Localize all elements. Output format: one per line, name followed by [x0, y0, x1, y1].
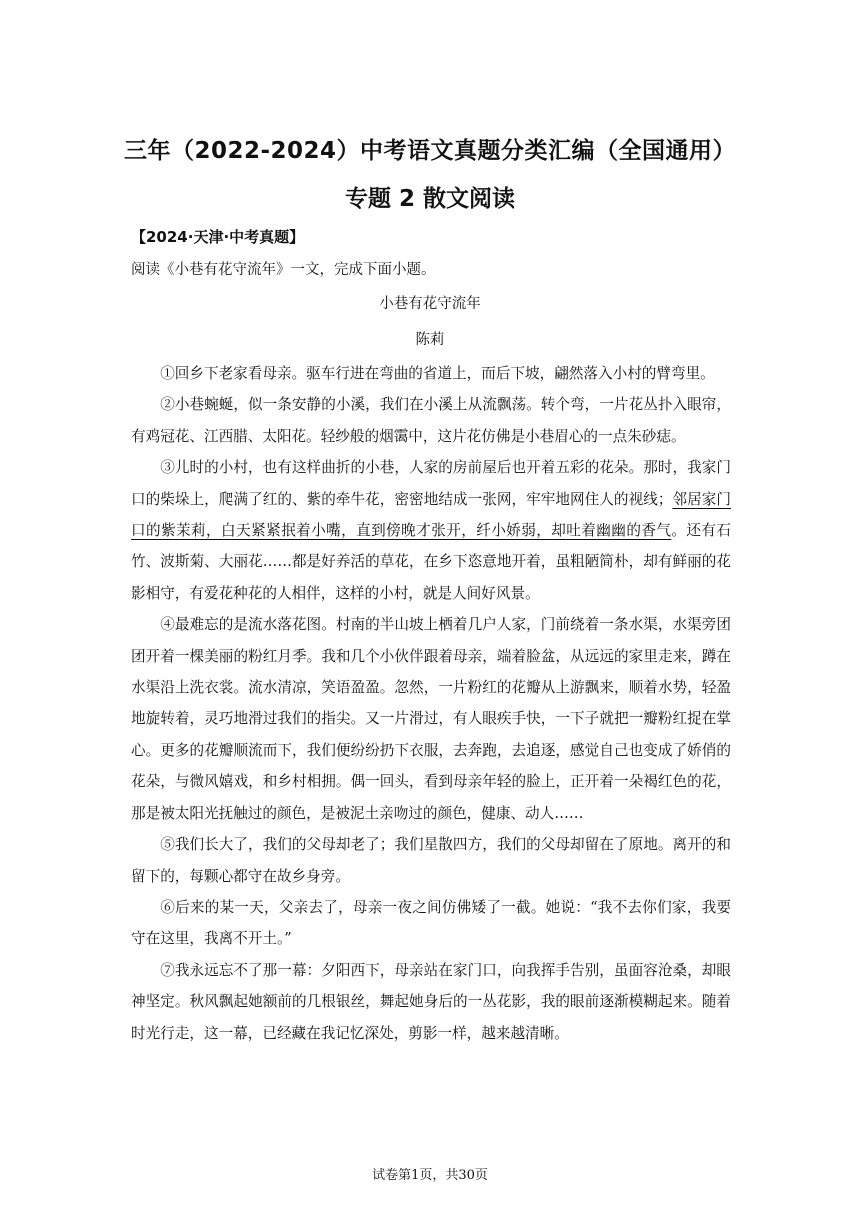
paragraph-3	[131, 452, 731, 609]
question-instruction: 阅读《小巷有花守流年》一文，完成下面小题。	[131, 262, 436, 278]
paragraph-3-part-2: 。还有石竹、波斯菊、大丽花……都是好养活的草花，在乡下恣意地开着，虽粗陋简朴，却有鲜丽的花影相守，有爱花种花的人相伴，这样的小村，就是人间好风景。	[131, 522, 731, 602]
document-title: 三年（2022-2024）中考语文真题分类汇编（全国通用）	[123, 138, 737, 164]
paragraph-3-part-1: ③儿时的小村，也有这样曲折的小巷，人家的房前屋后也开着五彩的花朵。那时，我家门口的柴垛上，爬满了红的、紫的牵牛花，密密地结成一张网，牢牢地网住人的视线；	[131, 459, 731, 508]
paragraph-1: ①回乡下老家看母亲。驱车行进在弯曲的省道上，而后下坡，翩然落入小村的臂弯里。	[160, 365, 715, 382]
article-author: 陈莉	[415, 332, 445, 348]
article-title: 小巷有花守流年	[379, 296, 481, 312]
paragraph-4: ④最难忘的是流水落花图。村南的半山坡上栖着几户人家，门前绕着一条水渠，水渠旁团团开着一棵美丽的粉红月季。我和几个小伙伴跟着母亲，端着脸盆，从远远的家里走来，蹲在水渠沿上洗衣裳。流水清凉，笑语盈盈。忽然，一片粉红的花瓣从上游飘来，顺着水势，轻盈地旋转着，灵巧地滑过我们的指尖。又一片滑过，有人眼疾手快，一下子就把一瓣粉红捉在掌心。更多的花瓣顺流而下，我们便纷纷扔下衣服，去奔跑，去追逐，感觉自己也变成了娇俏的花朵，与微风嬉戏，和乡村相拥。偶一回头，看到母亲年轻的脸上，正开着一朵褐红色的花，那是被太阳光抚触过的颜色，是被泥土亲吻过的颜色，健康、动人……	[131, 616, 731, 822]
underlined-sentence: 邻居家门口的紫茉莉，白天紧紧抿着小嘴，直到傍晚才张开，纤小娇弱，却吐着幽幽的香气	[131, 490, 731, 540]
page-footer: 试卷第1页，共30页	[372, 1168, 488, 1183]
paragraph-5: ⑤我们长大了，我们的父母却老了；我们星散四方，我们的父母却留在了原地。离开的和留下的，每颗心都守在故乡身旁。	[131, 836, 731, 885]
paragraph-7: ⑦我永远忘不了那一幕：夕阳西下，母亲站在家门口，向我挥手告别，虽面容沧桑，却眼神坚定。秋风飘起她额前的几根银丝，舞起她身后的一丛花影，我的眼前逐渐模糊起来。随着时光行走，这一幕，已经藏在我记忆深处，剪影一样，越来越清晰。	[131, 961, 731, 1042]
paragraph-2: ②小巷蜿蜒，似一条安静的小溪，我们在小溪上从流飘荡。转个弯，一片花丛扑入眼帘，有鸡冠花、江西腊、太阳花。轻纱般的烟霭中，这片花仿佛是小巷眉心的一点朱砂痣。	[131, 396, 731, 445]
question-source-tag: 【2024·天津·中考真题】	[131, 228, 305, 246]
article-body	[131, 358, 731, 1049]
document-subtitle: 专题 2 散文阅读	[344, 186, 516, 212]
paragraph-6: ⑥后来的某一天，父亲去了，母亲一夜之间仿佛矮了一截。她说：“我不去你们家，我要守在这里，我离不开土。”	[131, 898, 731, 948]
